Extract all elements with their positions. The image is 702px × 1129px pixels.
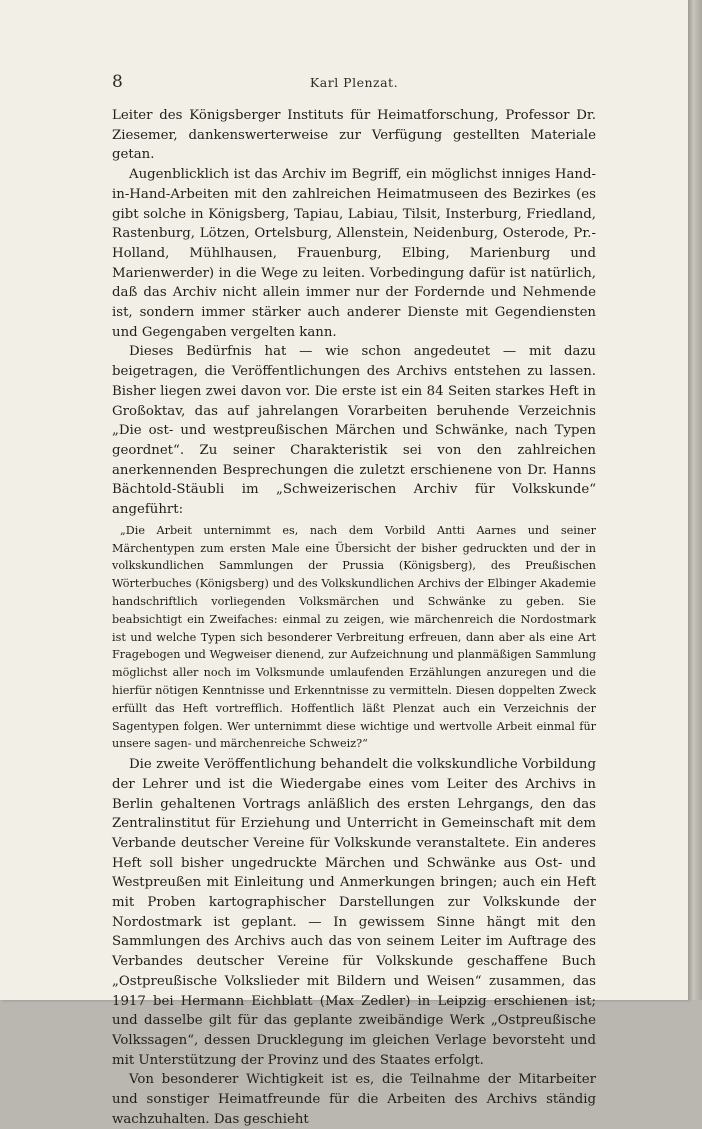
block-quote-review: „Die Arbeit unternimmt es, nach dem Vorbild Antti Aarnes und seiner Märchentypen zum ersten Male eine Übersicht der bisher gedruckten und der in volkskundlichen Sammlungen der Prussia (Königsberg), des Preußischen Wörterbuches (Königsberg) und des Volkskundlichen Archivs der Elbinger Akademie handschriftlich vorliegenden Volksmärchen und Schwänke zu geben. Sie beabsichtigt ein Zweifaches: einmal zu zeigen, wie märchenreich die Nordostmark ist und welche Typen sich besonderer Verbreitung erfreuen, dann aber als eine Art Fragebogen und Wegweiser dienend, zur Aufzeichnung und planmäßigen Sammlung möglichst aller noch im Volksmunde umlaufenden Erzählungen anzuregen und die hierfür nötigen Kenntnisse und Erkenntnisse zu vermitteln. Diesen doppelten Zweck erfüllt das Heft vortrefflich. Hoffentlich läßt Plenzat auch ein Verzeichnis der Sagentypen folgen. Wer unternimmt diese wichtige und wertvolle Arbeit einmal für unsere sagen- und märchenreiche Schweiz?“ (112, 523, 596, 751)
paragraph-continuation: Leiter des Königsberger Instituts für Heimatforschung, Professor Dr. Ziesemer, dankenswerterweise zur Verfügung gestellten Materiale getan. (112, 108, 596, 163)
running-head: Karl Plenzat. (309, 75, 399, 90)
paragraph-archive-cooperation: Augenblicklich ist das Archiv im Begriff, ein möglichst inniges Hand-in-Hand-Arbeiten mit den zahlreichen Heimatmuseen des Bezirkes (es gibt solche in Königsberg, Tapiau, Labiau, Tilsit, Insterburg, Friedland, Rastenburg, Lötzen, Ortelsburg, Allenstein, Neidenburg, Osterode, Pr.-Holland, Mühlhausen, Frauenburg, Elbing, Marienburg und Marienwerder) in die Wege zu leiten. Vorbedingung dafür ist natürlich, daß das Archiv nicht allein immer nur der Fordernde und Nehmende ist, sondern immer stärker auch anderer Dienste mit Gegendiensten und Gegengaben vergelten kann. (112, 167, 596, 340)
page-edge (688, 0, 702, 1000)
page-header (112, 72, 596, 92)
paragraph-participation: Von besonderer Wichtigkeit ist es, die Teilnahme der Mitarbeiter und sonstiger Heimatfreunde für die Arbeiten des Archivs ständig wachzuhalten. Das geschieht (112, 1072, 596, 1127)
paragraph-second-publication: Die zweite Veröffentlichung behandelt die volkskundliche Vorbildung der Lehrer und ist die Wiedergabe eines vom Leiter des Archivs in Berlin gehaltenen Vortrags anläßlich des ersten Lehrgangs, den das Zentralinstitut für Erziehung und Unterricht in Gemeinschaft mit dem Verbande deutscher Vereine für Volkskunde veranstaltete. Ein anderes Heft soll bisher ungedruckte Märchen und Schwänke aus Ost- und Westpreußen mit Einleitung und Anmerkungen bringen; auch ein Heft mit Proben kartographischer Darstellungen zur Volkskunde der Nordostmark ist geplant. — In gewissem Sinne hängt mit den Sammlungen des Archivs auch das von seinem Leiter im Auftrage des Verbandes deutscher Vereine für Volkskunde geschaffene Buch „Ostpreußische Volkslieder mit Bildern und Weisen“ zusammen, das 1917 bei Hermann Eichblatt (Max Zedler) in Leipzig erschienen ist; und dasselbe gilt für das geplante zweibändige Werk „Ostpreußische Volkssagen“, dessen Drucklegung im gleichen Verlage bevorsteht und mit Unterstützung der Provinz und des Staates erfolgt. (112, 757, 596, 1068)
page-number: 8 (112, 72, 123, 92)
page-body (112, 106, 596, 1129)
paragraph-publications: Dieses Bedürfnis hat — wie schon angedeutet — mit dazu beigetragen, die Veröffentlichungen des Archivs entstehen zu lassen. Bisher liegen zwei davon vor. Die erste ist ein 84 Seiten starkes Heft in Großoktav, das auf jahrelangen Vorarbeiten beruhende Verzeichnis „Die ost- und westpreußischen Märchen und Schwänke, nach Typen geordnet“. Zu seiner Charakteristik sei von den zahlreichen anerkennenden Besprechungen die zuletzt erschienene von Dr. Hanns Bächtold-Stäubli im „Schweizerischen Archiv für Volkskunde“ angeführt: (112, 344, 596, 518)
